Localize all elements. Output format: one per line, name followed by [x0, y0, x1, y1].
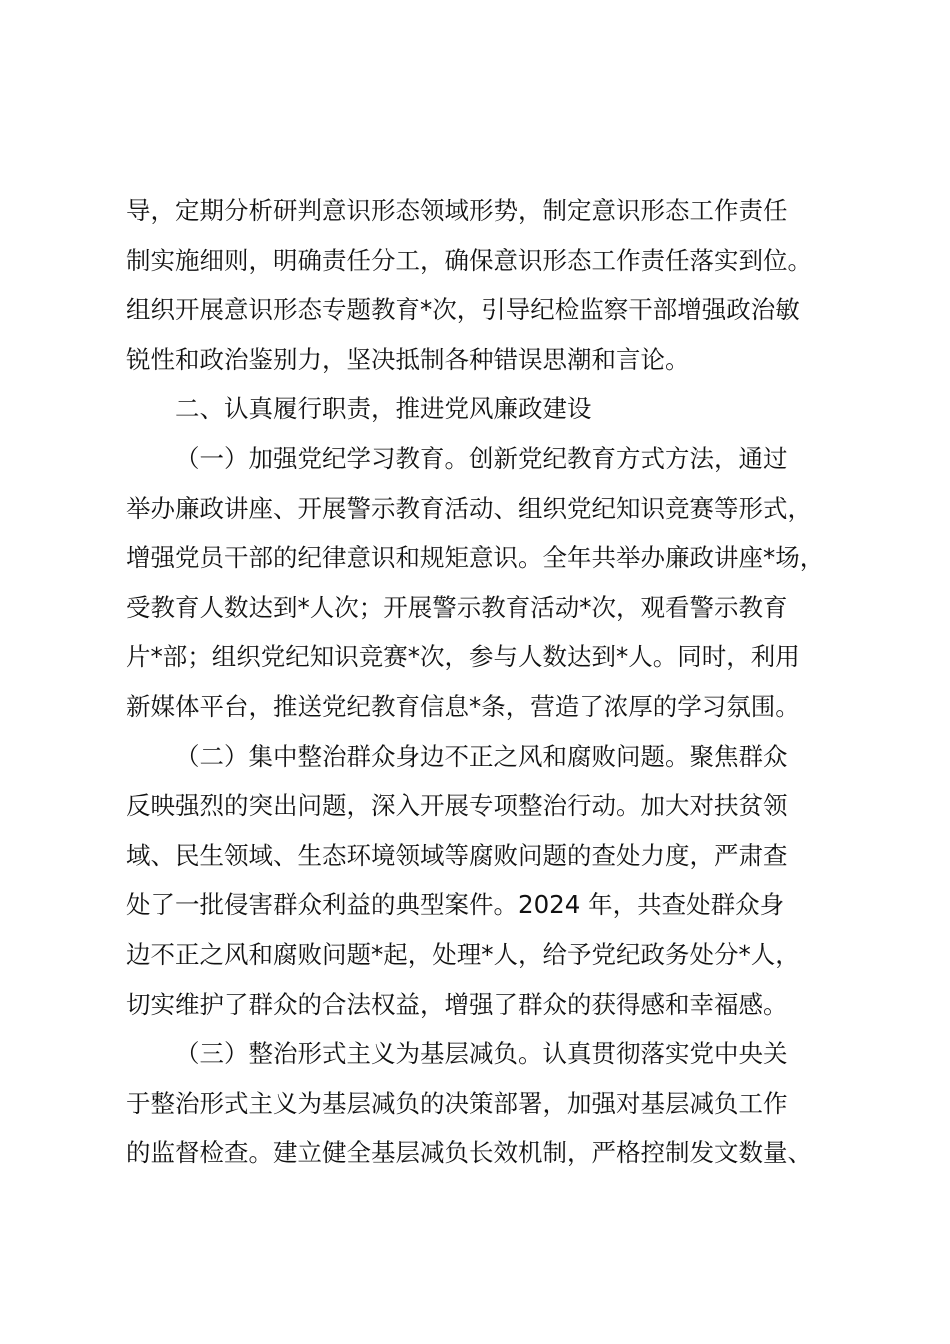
text-line: 制实施细则，明确责任分工，确保意识形态工作责任落实到位。	[126, 245, 812, 275]
text-line: 切实维护了群众的合法权益，增强了群众的获得感和幸福感。	[126, 989, 788, 1019]
paragraph-start: （二）集中整治群众身边不正之风和腐败问题。聚焦群众	[175, 741, 788, 771]
text-line: 导，定期分析研判意识形态领域形势，制定意识形态工作责任	[126, 196, 788, 225]
text-line: 新媒体平台，推送党纪教育信息*条，营造了浓厚的学习氛围。	[126, 691, 800, 721]
text-line: 受教育人数达到*人次；开展警示教育活动*次，观看警示教育	[126, 592, 788, 622]
text-line: 组织开展意识形态专题教育*次，引导纪检监察干部增强政治敏	[126, 295, 800, 325]
text-line: 举办廉政讲座、开展警示教育活动、组织党纪知识竞赛等形式，	[126, 493, 812, 523]
text-line: 域、民生领域、生态环境领域等腐败问题的查处力度，严肃查	[126, 840, 788, 870]
text-line: 于整治形式主义为基层减负的决策部署，加强对基层减负工作	[126, 1088, 788, 1118]
text-line: 处了一批侵害群众利益的典型案件。2024 年，共查处群众身	[126, 890, 785, 920]
document-body	[126, 186, 861, 1178]
paragraph-start: （一）加强党纪学习教育。创新党纪教育方式方法，通过	[175, 443, 788, 473]
text-line: 增强党员干部的纪律意识和规矩意识。全年共举办廉政讲座*场，	[126, 543, 825, 573]
text-line: 反映强烈的突出问题，深入开展专项整治行动。加大对扶贫领	[126, 791, 788, 821]
text-line: 边不正之风和腐败问题*起，处理*人，给予党纪政务处分*人，	[126, 939, 800, 969]
text-line: 片*部；组织党纪知识竞赛*次，参与人数达到*人。同时，利用	[126, 642, 800, 672]
text-line: 锐性和政治鉴别力，坚决抵制各种错误思潮和言论。	[126, 344, 690, 374]
section-heading: 二、认真履行职责，推进党风廉政建设	[175, 394, 592, 424]
text-line: 的监督检查。建立健全基层减负长效机制，严格控制发文数量、	[126, 1138, 812, 1168]
paragraph-start: （三）整治形式主义为基层减负。认真贯彻落实党中央关	[175, 1039, 788, 1069]
